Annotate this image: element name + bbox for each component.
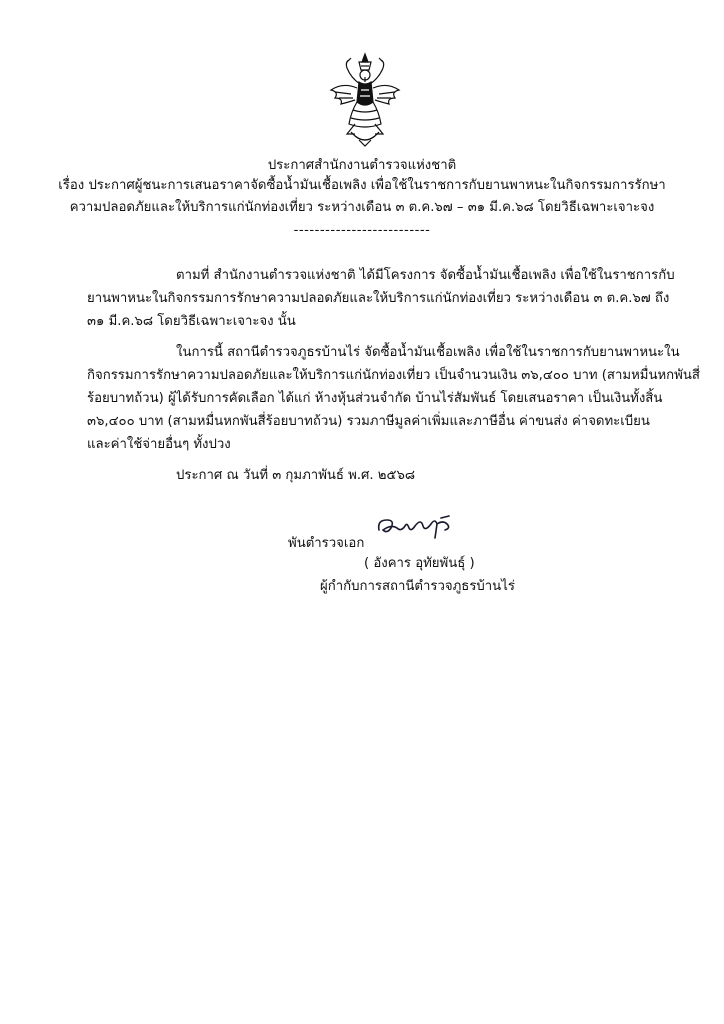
para2-line-1: ในการนี้ สถานีตำรวจภูธรบ้านไร่ จัดซื้อน้ำมันเชื้อเพลิง เพื่อใช้ในราชการกับยานพาหนะใน [176,345,680,360]
garuda-emblem-icon [325,52,405,148]
subject-line-2: ความปลอดภัยและให้บริการแก่นักท่องเที่ยว ระหว่างเดือน ๓ ต.ค.๖๗ – ๓๑ มี.ค.๖๘ โดยวิธีเฉพาะเจาะจง [69,200,655,215]
para2-line-2: กิจกรรมการรักษาความปลอดภัยและให้บริการแก่นักท่องเที่ยว เป็นจำนวนเงิน ๓๖,๔๐๐ บาท (สามหมื่นหกพันสี่ [87,368,700,383]
title-divider: -------------------------- [293,223,431,238]
signer-name: ( อังคาร อุทัยพันธุ์ ) [364,556,475,571]
para2-line-5: และค่าใช้จ่ายอื่นๆ ทั้งปวง [87,437,231,452]
para2-line-4: ๓๖,๔๐๐ บาท (สามหมื่นหกพันสี่ร้อยบาทถ้วน) รวมภาษีมูลค่าเพิ่มและภาษีอื่น ค่าขนส่ง ค่าจดทะเบียน [87,414,650,429]
announcement-date: ประกาศ ณ วันที่ ๓ กุมภาพันธ์ พ.ศ. ๒๕๖๘ [176,468,416,483]
announcement-title: ประกาศสำนักงานตำรวจแห่งชาติ [267,158,457,173]
subject-line-1: เรื่อง ประกาศผู้ชนะการเสนอราคาจัดซื้อน้ำมันเชื้อเพลิง เพื่อใช้ในราชการกับยานพาหนะในกิจกรรมการรักษา [58,178,666,193]
para1-line-3: ๓๑ มี.ค.๖๘ โดยวิธีเฉพาะเจาะจง นั้น [87,314,296,329]
handwritten-signature-icon [375,514,455,540]
signer-rank: พันตำรวจเอก [288,536,365,551]
para2-line-3: ร้อยบาทถ้วน) ผู้ได้รับการคัดเลือก ได้แก่ ห้างหุ้นส่วนจำกัด บ้านไร่สัมพันธ์ โดยเสนอราคา เป็นเงินทั้งสิ้น [87,391,663,406]
para1-line-1: ตามที่ สำนักงานตำรวจแห่งชาติ ได้มีโครงการ จัดซื้อน้ำมันเชื้อเพลิง เพื่อใช้ในราชการกับ [176,268,675,283]
signer-position: ผู้กำกับการสถานีตำรวจภูธรบ้านไร่ [320,579,515,594]
para1-line-2: ยานพาหนะในกิจกรรมการรักษาความปลอดภัยและให้บริการแก่นักท่องเที่ยว ระหว่างเดือน ๓ ต.ค.๖๗ ถึง [87,291,670,306]
